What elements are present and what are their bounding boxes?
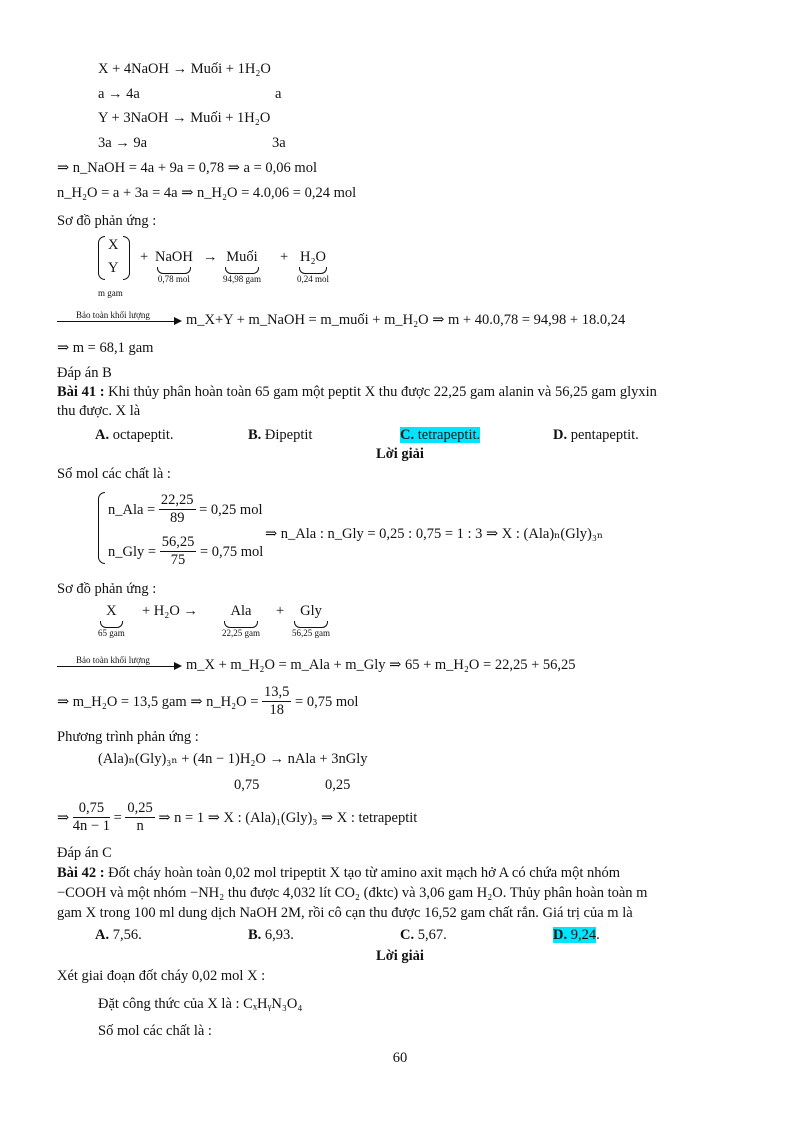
conservation-label: Bảo toàn khối lượng — [76, 310, 150, 320]
question-41-line1: Bài 41 : Khi thủy phân hoàn toàn 65 gam một peptit X thu được 22,25 gam alanin và 56,25 gam glyxin — [57, 384, 657, 400]
question-42-line2: −COOH và một nhóm −NH₂ thu được 4,032 lít CO₂ (đktc) và 3,06 gam H₂O. Thủy phân hoàn toàn m — [57, 885, 648, 901]
hydrolysis-reaction: (Ala)ₙ(Gly)₃ₙ + (4n − 1)H₂O → nAla + 3nGly — [98, 751, 368, 767]
conservation-label-41: Bảo toàn khối lượng — [76, 655, 150, 665]
water-mass-row: ⇒ m_H₂O = 13,5 gam ⇒ n_H₂O = $\frac{13,5}{18}$ = 0,75 mol — [57, 684, 359, 718]
scheme-x: X — [108, 237, 119, 253]
solution-title-41: Lời giải — [376, 446, 424, 462]
scheme-label-41: Sơ đồ phản ứng : — [57, 581, 157, 597]
scheme-naoh: NaOH 0,78 mol — [155, 249, 193, 284]
option-41-b: B. Đipeptit — [248, 427, 313, 443]
reaction-moles-y-water: 3a — [272, 135, 286, 151]
scheme-water: H₂O 0,24 mol — [297, 249, 330, 284]
scheme-41-ala: Ala 22,25 gam — [222, 603, 260, 638]
mole-ratio: ⇒ n_Ala : n_Gly = 0,25 : 0,75 = 1 : 3 ⇒ X : (Ala)ₙ(Gly)₃ₙ — [265, 526, 604, 542]
m-result: ⇒ m = 68,1 gam — [57, 340, 154, 356]
moles-brace — [98, 492, 105, 564]
reaction-moles-x: a → 4a — [98, 86, 140, 102]
option-42-a: A. 7,56. — [95, 927, 142, 943]
reaction-eq-x: X + 4NaOH → Muối + 1H₂O — [98, 61, 271, 77]
answer-40: Đáp án B — [57, 365, 112, 381]
scheme-salt: Muối 94,98 gam — [223, 249, 261, 284]
scheme-plus-2: + — [280, 249, 289, 265]
scheme-plus: + — [140, 249, 149, 265]
scheme-mass-caption: m gam — [98, 288, 123, 298]
reaction-moles-x-water: a — [275, 86, 282, 102]
formula-setup: Đặt công thức của X là : CₓHᵧN₃O₄ — [98, 996, 303, 1012]
option-42-b: B. 6,93. — [248, 927, 294, 943]
reaction-moles-y: 3a → 9a — [98, 135, 148, 151]
scheme-41-water: + H₂O → — [142, 603, 198, 619]
scheme-arrow: → — [203, 249, 218, 265]
reaction-label-41: Phương trình phản ứng : — [57, 729, 199, 745]
water-calculation: n_H₂O = a + 3a = 4a ⇒ n_H₂O = 4.0,06 = 0,24 mol — [57, 185, 357, 201]
conservation-arrow-line — [57, 321, 175, 322]
option-41-c: C. tetrapeptit. — [400, 427, 481, 443]
question-42-line3: gam X trong 100 ml dung dịch NaOH 2M, rồi cô cạn thu được 16,52 gam chất rắn. Giá trị của m là — [57, 905, 633, 921]
question-41-line2: thu được. X là — [57, 403, 141, 419]
conservation-arrow-head — [174, 317, 182, 325]
reaction-eq-y: Y + 3NaOH → Muối + 1H₂O — [98, 110, 271, 126]
left-brace — [98, 236, 105, 280]
conservation-41-equation: m_X + m_H₂O = m_Ala + m_Gly ⇒ 65 + m_H₂O = 22,25 + 56,25 — [186, 657, 576, 673]
conservation-equation: m_X+Y + m_NaOH = m_muối + m_H₂O ⇒ m + 40.0,78 = 94,98 + 18.0,24 — [186, 312, 626, 328]
scheme-y: Y — [108, 260, 119, 276]
answer-41: Đáp án C — [57, 845, 112, 861]
n-solve-row: ⇒ $\frac{0,75}{4n - 1}$ = $\frac{0,25}{n}$ ⇒ n = 1 ⇒ X : (Ala)₁(Gly)₃ ⇒ X : tetrapeptit — [57, 800, 418, 834]
moles-label-41: Số mol các chất là : — [57, 466, 171, 482]
reaction-mol-ala: 0,25 — [325, 777, 351, 793]
solution-title-42: Lời giải — [376, 948, 424, 964]
combustion-stage: Xét giai đoạn đốt cháy 0,02 mol X : — [57, 968, 266, 984]
conservation-41-arrow-line — [57, 666, 175, 667]
naoh-calculation: ⇒ n_NaOH = 4a + 9a = 0,78 ⇒ a = 0,06 mol — [57, 160, 317, 176]
page-number: 60 — [392, 1050, 408, 1066]
option-41-d: D. pentapeptit. — [553, 427, 639, 443]
scheme-41-x: X 65 gam — [98, 603, 125, 638]
moles-label-42: Số mol các chất là : — [98, 1023, 212, 1039]
scheme-41-gly: Gly 56,25 gam — [292, 603, 330, 638]
n-gly-row: n_Gly = $\frac{56,25}{75}$ = 0,75 mol — [108, 534, 264, 568]
right-brace — [123, 236, 130, 280]
option-42-d: D. 9,24. — [553, 927, 600, 943]
question-42-line1: Bài 42 : Đốt cháy hoàn toàn 0,02 mol tripeptit X tạo từ amino axit mạch hở A có chứa một nhóm — [57, 865, 621, 881]
option-42-c: C. 5,67. — [400, 927, 447, 943]
n-ala-row: n_Ala = $\frac{22,25}{89}$ = 0,25 mol — [108, 492, 263, 526]
option-41-a: A. octapeptit. — [95, 427, 174, 443]
scheme-41-plus: + — [276, 603, 285, 619]
reaction-mol-water: 0,75 — [234, 777, 260, 793]
scheme-label: Sơ đồ phản ứng : — [57, 213, 157, 229]
conservation-41-arrow-head — [174, 662, 182, 670]
